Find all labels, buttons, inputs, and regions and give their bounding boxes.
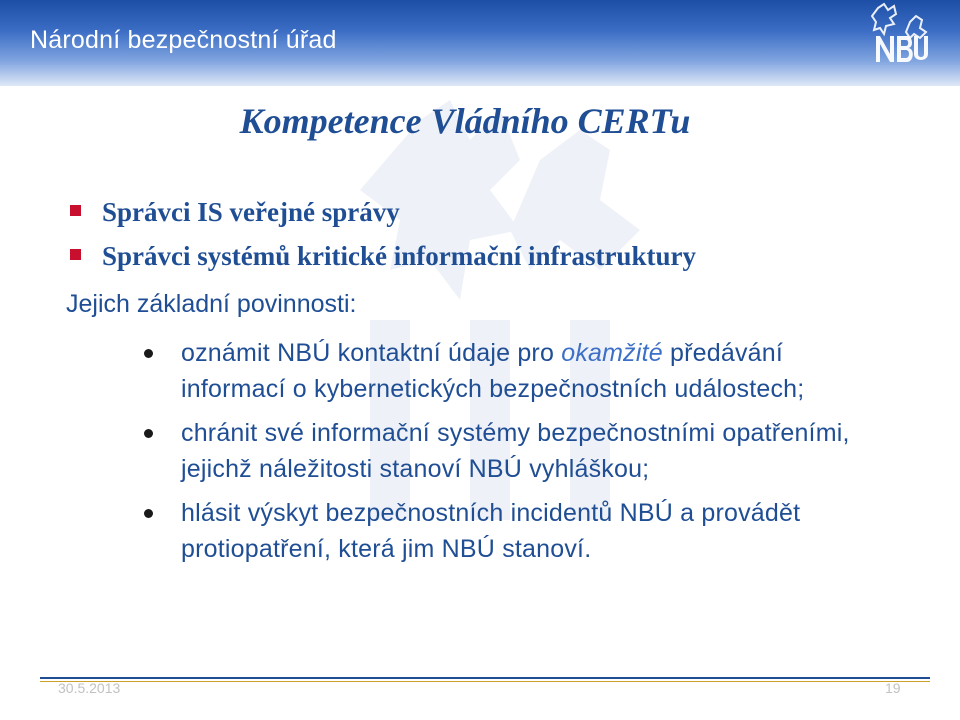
page-number: 19 — [885, 680, 901, 696]
main-bullet-list — [70, 196, 696, 284]
footer-divider-accent — [40, 681, 930, 682]
list-item — [140, 335, 860, 407]
nbu-lion-logo-icon — [870, 2, 930, 70]
list-item — [70, 240, 696, 284]
bullet-text: Správci IS veřejné správy — [102, 197, 400, 227]
footer-divider — [40, 677, 930, 679]
round-bullet-icon — [144, 429, 153, 438]
footer-date: 30.5.2013 — [58, 680, 121, 696]
header-banner — [0, 0, 960, 86]
list-item — [70, 196, 696, 240]
duty-text: hlásit výskyt bezpečnostních incidentů NBÚ a provádět protiopatření, která jim NBÚ stanoví. — [181, 499, 801, 563]
list-item — [140, 415, 860, 487]
list-item — [140, 495, 860, 567]
duty-text: chránit své informační systémy bezpečnostními opatřeními, jejichž náležitosti stanoví NBÚ vyhláškou; — [181, 419, 850, 483]
slide-title: Kompetence Vládního CERTu — [239, 101, 691, 141]
duties-subheading: Jejich základní povinnosti: — [66, 290, 357, 318]
round-bullet-icon — [144, 349, 153, 358]
duty-text: oznámit NBÚ kontaktní údaje pro — [181, 339, 562, 367]
bullet-text: Správci systémů kritické informační infrastruktury — [102, 241, 696, 271]
round-bullet-icon — [144, 509, 153, 518]
duties-list — [140, 335, 860, 575]
square-bullet-icon — [70, 205, 81, 216]
duty-text: předávání informací o kybernetických bezpečnostních událostech; — [181, 339, 805, 403]
header-title: Národní bezpečnostní úřad — [30, 26, 337, 54]
duty-emphasis: okamžité — [561, 339, 663, 367]
square-bullet-icon — [70, 249, 81, 260]
